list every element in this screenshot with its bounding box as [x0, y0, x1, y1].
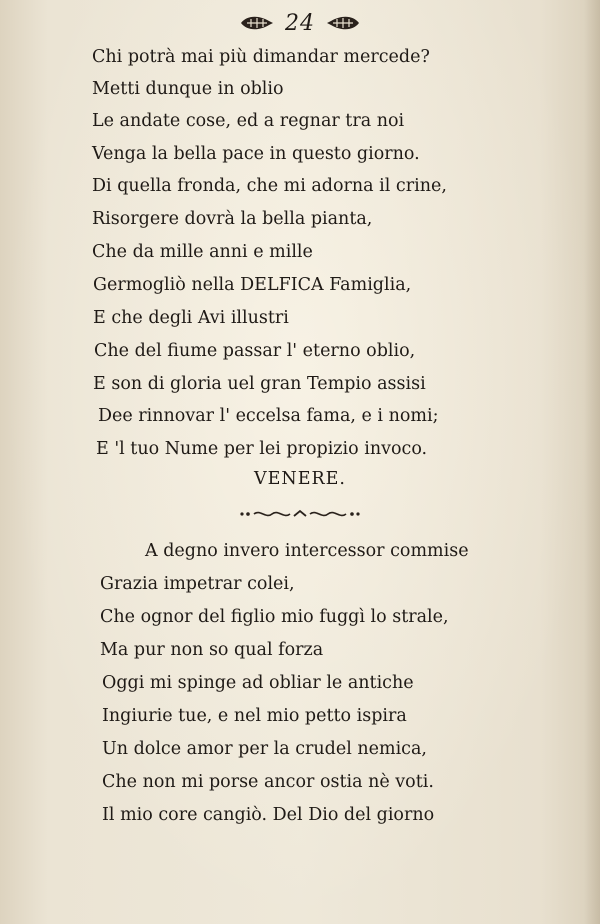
verse-line: Che da mille anni e mille — [92, 242, 313, 262]
ornamental-divider-icon — [238, 507, 362, 521]
verse-line: Risorgere dovrà la bella pianta, — [92, 209, 373, 229]
verse-line: Che non mi porse ancor ostia nè voti. — [102, 772, 434, 792]
verse-line: Ingiurie tue, e nel mio petto ispira — [102, 706, 407, 726]
verse-line: Le andate cose, ed a regnar tra noi — [92, 111, 405, 131]
verse-line: Che del fiume passar l' eterno oblio, — [94, 341, 416, 361]
left-ornament-icon — [239, 13, 275, 33]
verse-line: Il mio core cangiò. Del Dio del giorno — [102, 805, 435, 825]
page-header — [0, 8, 600, 38]
verse-line: Che ognor del figlio mio fuggì lo strale, — [100, 607, 449, 627]
verse-line: A degno invero intercessor commise — [145, 541, 469, 561]
page-number: 24 — [285, 10, 315, 36]
verse-line: E che degli Avi illustri — [93, 308, 289, 328]
verse-line: Oggi mi spinge ad obliar le antiche — [102, 673, 414, 693]
verse-line: Germogliò nella DELFICA Famiglia, — [93, 275, 412, 295]
verse-line: Ma pur non so qual forza — [100, 640, 324, 660]
right-ornament-icon — [325, 13, 361, 33]
verse-line: E son di gloria uel gran Tempio assisi — [93, 374, 426, 394]
verse-line: Venga la bella pace in questo giorno. — [92, 144, 420, 164]
verse-line: Di quella fronda, che mi adorna il crine, — [92, 176, 447, 196]
verse-line: Un dolce amor per la crudel nemica, — [102, 739, 427, 759]
verse-line: Metti dunque in oblio — [92, 79, 284, 99]
verse-line: Chi potrà mai più dimandar mercede? — [92, 47, 430, 67]
speaker-name: VENERE. — [253, 469, 346, 489]
verse-line: Dee rinnovar l' eccelsa fama, e i nomi; — [98, 406, 439, 426]
verse-line: Grazia impetrar colei, — [100, 574, 295, 594]
verse-line: E 'l tuo Nume per lei propizio invoco. — [96, 439, 428, 459]
